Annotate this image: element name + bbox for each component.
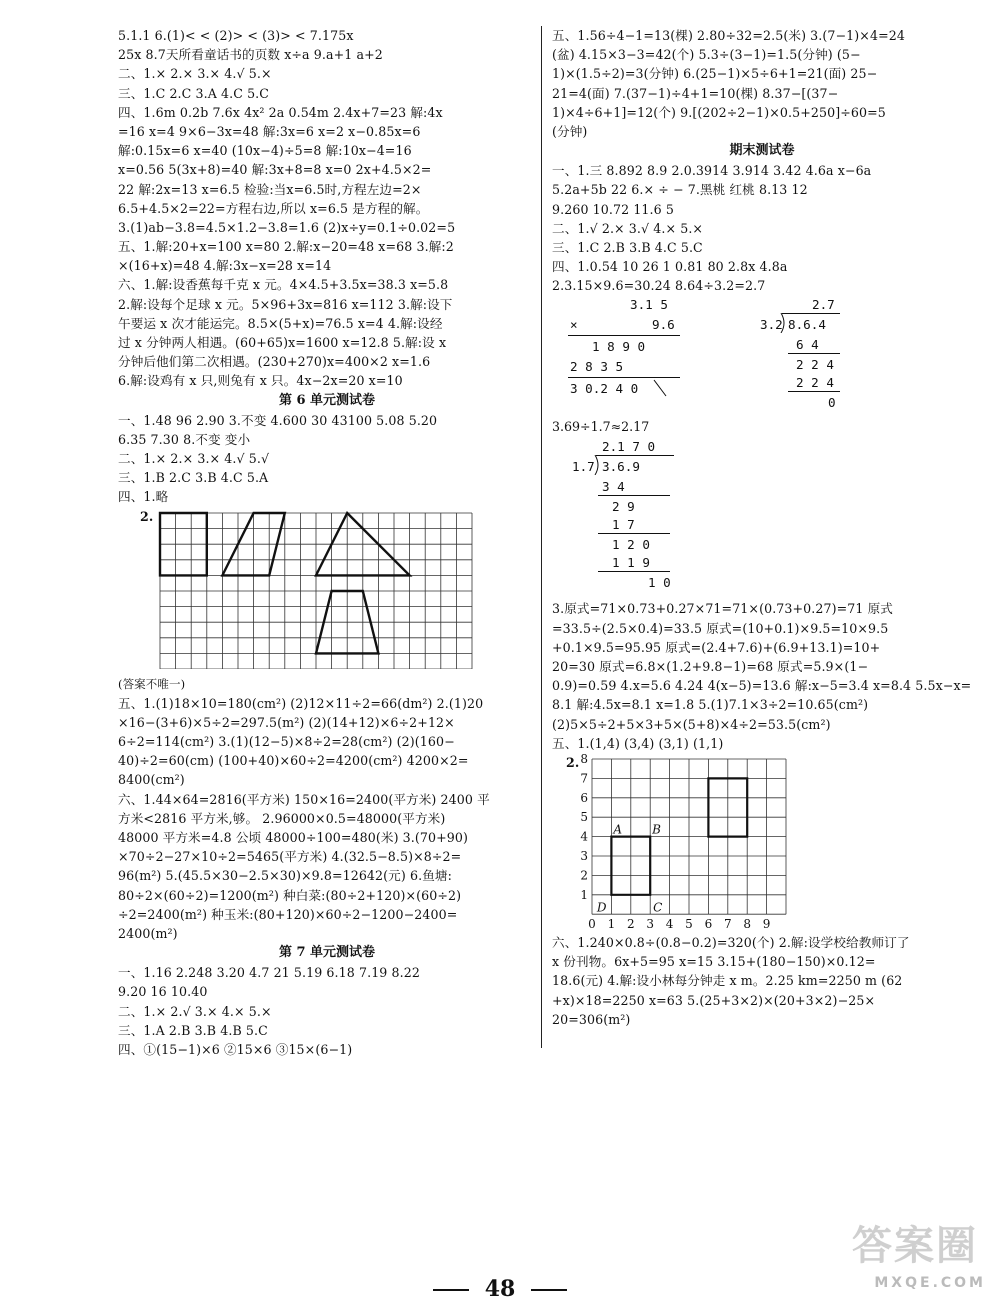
answer-line: 三、1.B 2.C 3.B 4.C 5.A xyxy=(118,470,269,486)
right-column xyxy=(552,26,972,1029)
x-tick-label: 4 xyxy=(665,917,674,932)
div1-dividend: 8.6.4 xyxy=(788,317,826,333)
answer-line: =33.5÷(2.5×0.4)=33.5 原式=(10+0.1)×9.5=10×9.5 xyxy=(552,620,889,636)
final-application-answers xyxy=(552,933,972,1029)
answer-line: 一、1.16 2.248 3.20 4.7 21 5.19 6.18 7.19 8.22 xyxy=(118,965,420,981)
point-label-b: B xyxy=(652,822,661,837)
answer-line: 六、1.44×64=2816(平方米) 150×16=2400(平方米) 2400 平 xyxy=(118,791,490,807)
page-number-area xyxy=(0,1276,1000,1302)
div2-rule-2 xyxy=(598,533,670,534)
answer-line: 五、1.(1)18×10=180(cm²) (2)12×11÷2=66(dm²) 2.(1)20 xyxy=(118,695,484,711)
unit7-title: 第 7 单元测试卷 xyxy=(278,945,376,961)
answer-line: 20=30 原式=6.8×(1.2+9.8−1)=68 原式=5.9×(1− xyxy=(552,659,869,674)
mult-top: 3.1 5 xyxy=(630,297,668,313)
x-tick-label: 2 xyxy=(626,917,635,932)
mult-result: 3 0.2 4 0 xyxy=(570,381,639,397)
answer-line: 9.260 10.72 11.6 5 xyxy=(552,201,674,217)
mult-partial-1: 1 8 9 0 xyxy=(592,339,646,355)
shape-drawing-grid xyxy=(158,511,476,669)
page-number: 48 xyxy=(484,1276,516,1302)
div2-step-3: 1 7 xyxy=(612,517,635,533)
div1-rule-2 xyxy=(788,391,840,392)
answer-line: x=0.56 5(3x+8)=40 解:3x+8=8 x=0 2x+4.5×2= xyxy=(118,162,432,178)
answer-line: 25x 8.7天所看童话书的页数 x÷a 9.a+1 a+2 xyxy=(118,47,383,63)
answer-line: x 份刊物。6x+5=95 x=15 3.15+(180−150)×0.12= xyxy=(552,954,876,970)
div1-divisor: 3.2 xyxy=(760,317,783,333)
answer-line: 分钟后他们第二次相遇。(230+270)x=400×2 x=1.6 xyxy=(118,354,431,370)
div2-step-5: 1 1 9 xyxy=(612,555,650,571)
y-tick-label: 8 xyxy=(580,752,588,766)
x-tick-label: 0 xyxy=(588,917,596,932)
y-tick-label: 4 xyxy=(580,829,588,844)
answer-line: 一、1.48 96 2.90 3.不变 4.600 30 43100 5.08 5.20 xyxy=(118,412,438,428)
mult-op: × xyxy=(570,317,578,333)
answer-line: 过 x 分钟两人相遇。(60+65)x=1600 x=12.8 5.解:设 x xyxy=(118,335,447,350)
answer-line: 午要运 x 次才能运完。8.5×(5+x)=76.5 x=4 4.解:设经 xyxy=(118,315,443,331)
y-tick-label: 3 xyxy=(580,848,588,863)
answer-line: 96(m²) 5.(45.5×30−2.5×30)×9.8=12642(元) 6.鱼塘: xyxy=(118,868,452,884)
unit5-answers xyxy=(118,26,536,391)
answer-line: (分钟) xyxy=(552,123,588,139)
answer-line: 二、1.× 2.√ 3.× 4.× 5.× xyxy=(118,1003,272,1019)
answer-line: 8400(cm²) xyxy=(118,772,185,788)
answer-line: 二、1.× 2.× 3.× 4.√ 5.√ xyxy=(118,450,270,466)
vertical-calculations xyxy=(552,295,972,599)
answer-line: 解:0.15x=6 x=40 (10x−4)÷5=8 解:10x−4=16 xyxy=(118,143,412,159)
point-label-d: D xyxy=(596,900,607,915)
answer-line: 48000 平方米=4.8 公顷 48000÷100=480(米) 3.(70+90) xyxy=(118,830,469,845)
left-column xyxy=(118,26,536,1059)
div1-remainder: 0 xyxy=(828,395,836,411)
x-tick-label: 1 xyxy=(607,917,616,932)
div2-bracket-icon xyxy=(594,455,602,475)
unit6-shape-grid xyxy=(118,507,536,675)
answer-line: 六、1.解:设香蕉每千克 x 元。4×4.5+3.5x=38.3 x=5.8 xyxy=(118,277,449,293)
answer-line: 五、1.(1,4) (3,4) (3,1) (1,1) xyxy=(552,735,724,751)
answer-line: ×16−(3+6)×5÷2=297.5(m²) (2)(14+12)×6÷2+12× xyxy=(118,714,455,730)
unit7-application-answers xyxy=(552,26,972,141)
mult-rule-1 xyxy=(568,335,680,336)
answer-line: 四、1.略 xyxy=(118,489,169,505)
watermark-url: MXQE.COM xyxy=(874,1275,986,1291)
answer-line: 21=4(面) 7.(37−1)÷4+1=10(棵) 8.37−[(37− xyxy=(552,85,839,101)
approx-line: 3.69÷1.7≈2.17 xyxy=(552,419,650,435)
page-dash-left xyxy=(433,1289,469,1291)
answer-line: ×70÷2−27×10÷2=5465(平方米) 4.(32.5−8.5)×8÷2= xyxy=(118,849,462,865)
div1-quotient: 2.7 xyxy=(812,297,835,313)
answer-line: 2400(m²) xyxy=(118,925,178,941)
div2-divisor: 1.7 xyxy=(572,459,595,475)
answer-line: 三、1.C 2.B 3.B 4.C 5.C xyxy=(552,239,703,255)
answer-line: +x)×18=2250 x=63 5.(25+3×2)×(20+3×2)−25× xyxy=(552,992,876,1008)
answer-line: (盆) 4.15×3−3=42(个) 5.3÷(3−1)=1.5(分钟) (5− xyxy=(552,47,861,63)
answer-line: 5.2a+5b 22 6.× ÷ − 7.黑桃 红桃 8.13 12 xyxy=(552,182,808,198)
div1-bracket-icon xyxy=(780,313,788,333)
x-tick-label: 8 xyxy=(743,917,752,932)
unit6-area-answers xyxy=(118,694,536,943)
answer-line: ÷2=2400(m²) 种玉米:(80+120)×60÷2−1200−2400= xyxy=(118,906,458,922)
y-tick-label: 7 xyxy=(580,771,588,786)
answer-line: 3.(1)ab−3.8=4.5×1.2−3.8=1.6 (2)x÷y=0.1÷0.02=5 xyxy=(118,219,456,235)
column-divider xyxy=(541,26,542,1048)
page-dash-right xyxy=(531,1289,567,1291)
answer-line: 5.1.1 6.(1)< < (2)> < (3)> < 7.175x xyxy=(118,28,354,43)
answer-line: 6÷2=114(cm²) 3.(1)(12−5)×8÷2=28(cm²) (2)(160− xyxy=(118,734,455,750)
coordinate-grid xyxy=(578,753,818,933)
div1-rule-1 xyxy=(788,353,840,354)
answer-line: 四、1.0.54 10 26 1 0.81 80 2.8x 4.8a xyxy=(552,259,788,275)
y-tick-label: 6 xyxy=(580,790,588,805)
div1-step-2: 2 2 4 xyxy=(796,357,834,373)
strike-zero-icon xyxy=(652,378,668,398)
final-exam-answers xyxy=(552,161,972,295)
div2-remainder: 1 0 xyxy=(648,575,671,591)
x-tick-label: 7 xyxy=(723,917,732,932)
y-tick-label: 5 xyxy=(580,810,588,825)
grid2-label: 2. xyxy=(566,754,580,770)
answer-line: 三、1.C 2.C 3.A 4.C 5.C xyxy=(118,85,270,101)
watermark-logo: 答案圈 xyxy=(852,1223,978,1269)
answer-line: 一、1.三 8.892 8.9 2.0.3914 3.914 3.42 4.6a x−6a xyxy=(552,163,872,179)
x-tick-label: 6 xyxy=(704,917,713,932)
answer-line: 40)÷2=60(cm) (100+40)×60÷2=4200(cm²) 4200×2= xyxy=(118,753,469,769)
answer-line: 四、①(15−1)×6 ②15×6 ③15×(6−1) xyxy=(118,1041,353,1057)
mult-partial-2: 2 8 3 5 xyxy=(570,359,624,375)
x-tick-label: 9 xyxy=(762,917,771,932)
grid1-note: (答案不唯一) xyxy=(118,676,186,691)
answer-line: 二、1.× 2.× 3.× 4.√ 5.× xyxy=(118,66,272,82)
y-tick-label: 1 xyxy=(580,887,588,902)
div2-step-4: 1 2 0 xyxy=(612,537,650,553)
answer-line: 20=306(m²) xyxy=(552,1011,631,1027)
div1-step-1: 6 4 xyxy=(796,337,819,353)
answer-line: 四、1.6m 0.2b 7.6x 4x² 2a 0.54m 2.4x+7=23 解:4x xyxy=(118,104,443,120)
answer-line: 1)×(1.5÷2)=3(分钟) 6.(25−1)×5÷6+1=21(面) 25− xyxy=(552,66,878,82)
answer-line: 三、1.A 2.B 3.B 4.B 5.C xyxy=(118,1022,268,1038)
div1-step-3: 2 2 4 xyxy=(796,375,834,391)
answer-line: 18.6(元) 4.解:设小林每分钟走 x m。2.25 km=2250 m (62 xyxy=(552,973,903,989)
answer-line: 22 解:2x=13 x=6.5 检验:当x=6.5时,方程左边=2× xyxy=(118,181,422,197)
div2-bar xyxy=(596,455,674,456)
div2-rule-1 xyxy=(598,495,670,496)
answer-line: 二、1.√ 2.× 3.√ 4.× 5.× xyxy=(552,220,704,236)
answer-line: 9.20 16 10.40 xyxy=(118,984,208,1000)
answer-line: 6.35 7.30 8.不变 变小 xyxy=(118,431,251,447)
answer-line: 1)×4÷6+1]=12(个) 9.[(202÷2−1)×0.5+250]÷60=5 xyxy=(552,104,886,120)
div1-bar xyxy=(782,313,840,314)
answer-line: 3.原式=71×0.73+0.27×71=71×(0.73+0.27)=71 原式 xyxy=(552,601,894,617)
unit7-answers xyxy=(118,963,536,1059)
div2-rule-3 xyxy=(598,571,670,572)
mult-bottom: 9.6 xyxy=(652,317,675,333)
answer-line: +0.1×9.5=95.95 原式=(2.4+7.6)+(6.9+13.1)=10+ xyxy=(552,639,881,655)
answer-line: (2)5×5÷2+5×3+5×(5+8)×4÷2=53.5(cm²) xyxy=(552,716,831,732)
answer-line: 6.解:设鸡有 x 只,则兔有 x 只。4x−2x=20 x=10 xyxy=(118,373,403,389)
point-label-c: C xyxy=(653,900,663,915)
unit6-title: 第 6 单元测试卷 xyxy=(278,392,376,408)
coordinate-grid-block xyxy=(552,753,972,933)
answer-line: ×(16+x)=48 4.解:3x−x=28 x=14 xyxy=(118,258,332,274)
answer-line: 六、1.240×0.8÷(0.8−0.2)=320(个) 2.解:设学校给教师订了 xyxy=(552,934,910,950)
answer-line: 2.解:设每个足球 x 元。5×96+3x=816 x=112 3.解:设下 xyxy=(118,296,453,312)
div2-step-2: 2 9 xyxy=(612,499,635,515)
answer-line: 方米<2816 平方米,够。 2.96000×0.5=48000(平方米) xyxy=(118,810,446,826)
x-tick-label: 3 xyxy=(646,917,655,932)
final-exam-title: 期末测试卷 xyxy=(729,143,795,159)
y-tick-label: 2 xyxy=(580,868,588,883)
answer-line: 五、1.56÷4−1=13(棵) 2.80÷32=2.5(米) 3.(7−1)×4=24 xyxy=(552,28,905,43)
answer-line: 8.1 解:4.5x=8.1 x=1.8 5.(1)7.1×3÷2=10.65(cm²) xyxy=(552,697,869,713)
div2-step-1: 3 4 xyxy=(602,479,625,495)
answer-line: =16 x=4 9×6−3x=48 解:3x=6 x=2 x−0.85x=6 xyxy=(118,123,421,139)
answer-line: 五、1.解:20+x=100 x=80 2.解:x−20=48 x=68 3.解:2 xyxy=(118,239,454,255)
div2-dividend: 3.6.9 xyxy=(602,459,640,475)
final-calc-answers xyxy=(552,599,972,753)
x-tick-label: 5 xyxy=(685,917,693,932)
answer-line: 0.9)=0.59 4.x=5.6 4.24 4(x−5)=13.6 解:x−5=3.4 x=8.4 5.5x−x= xyxy=(552,678,972,694)
grid1-label: 2. xyxy=(140,508,154,524)
answer-line: 2.3.15×9.6=30.24 8.64÷3.2=2.7 xyxy=(552,278,766,294)
point-label-a: A xyxy=(613,822,623,837)
div2-quotient: 2.1 7 0 xyxy=(602,439,656,455)
unit6-answers xyxy=(118,411,536,507)
answer-line: 6.5+4.5×2=22=方程右边,所以 x=6.5 是方程的解。 xyxy=(118,200,429,216)
answer-line: 80÷2×(60÷2)=1200(m²) 种白菜:(80÷2+120)×(60÷2) xyxy=(118,887,462,903)
